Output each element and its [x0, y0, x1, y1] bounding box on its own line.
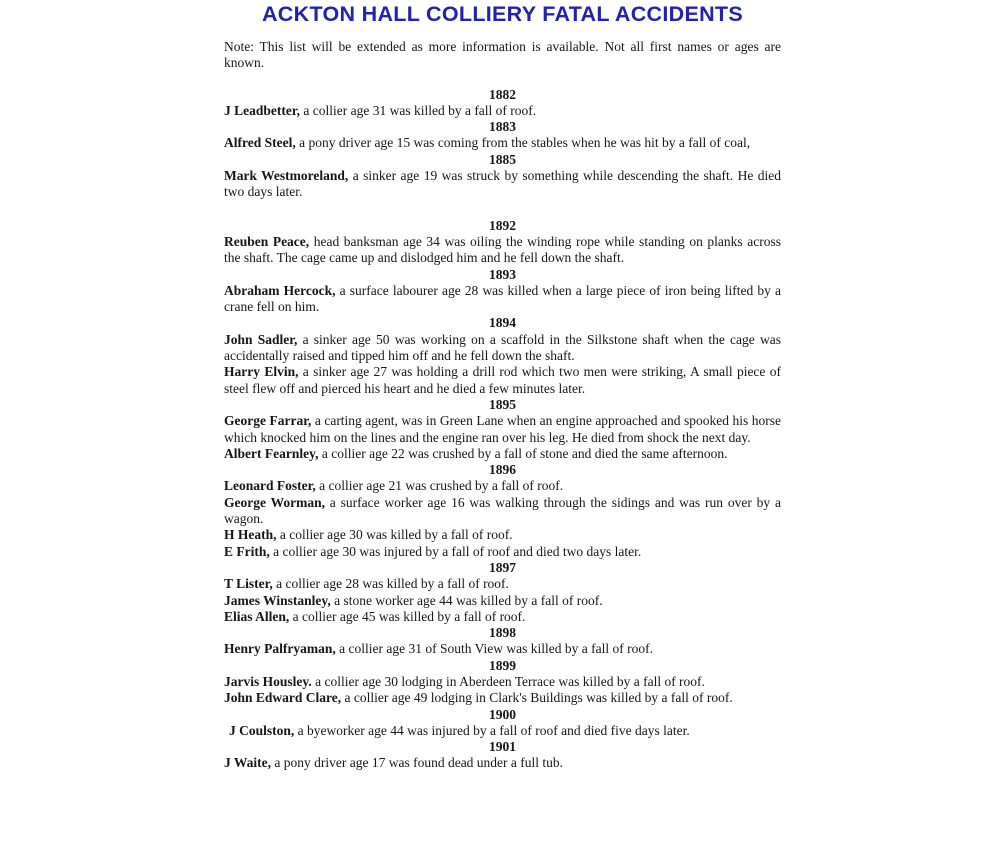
year-heading: 1883 — [489, 119, 516, 135]
accident-entry — [224, 576, 781, 592]
page-title: ACKTON HALL COLLIERY FATAL ACCIDENTS — [261, 2, 744, 26]
document-page — [224, 0, 781, 772]
victim-name: H Heath, — [224, 527, 277, 543]
accident-entry — [224, 234, 781, 267]
victim-name: James Winstanley, — [224, 592, 331, 608]
accident-entry — [224, 478, 781, 494]
accident-entry — [224, 690, 781, 706]
year-heading: 1882 — [489, 86, 516, 102]
year-heading: 1892 — [489, 217, 516, 233]
accident-entry — [224, 674, 781, 690]
entry-text: a sinker age 50 was working on a scaffold in the Silkstone shaft when the cage was accidentally raised and tipped him off and he fell down the shaft. — [224, 331, 781, 364]
entry-text: a collier age 30 was injured by a fall of roof and died two days later. — [269, 543, 642, 559]
victim-name: Jarvis Housley. — [224, 673, 312, 689]
victim-name: George Farrar, — [224, 413, 312, 429]
accident-entry — [224, 413, 781, 446]
victim-name: Harry Elvin, — [224, 364, 299, 380]
entry-text: a pony driver age 15 was coming from the stables when he was hit by a fall of coal, — [295, 135, 751, 151]
note-paragraph: Note: This list will be extended as more information is available. Not all first names or ages are known. — [224, 39, 781, 71]
entry-text: a collier age 30 lodging in Aberdeen Terrace was killed by a fall of roof. — [311, 673, 705, 689]
victim-name: John Edward Clare, — [224, 690, 342, 706]
victim-name: Albert Fearnley, — [224, 445, 319, 461]
entry-text: a collier age 31 of South View was killed by a fall of roof. — [335, 641, 653, 657]
year-heading: 1896 — [489, 462, 516, 478]
victim-name: Leonard Foster, — [224, 478, 316, 494]
victim-name: J Coulston, — [229, 722, 295, 738]
accidents-list — [224, 87, 781, 772]
entry-text: a collier age 28 was killed by a fall of roof. — [272, 576, 509, 592]
accident-entry — [224, 135, 781, 151]
year-heading: 1895 — [489, 396, 516, 412]
accident-entry — [224, 168, 781, 201]
entry-text: a surface labourer age 28 was killed when a large piece of iron being lifted by a crane fell on him. — [224, 282, 781, 315]
entry-text: a stone worker age 44 was killed by a fall of roof. — [330, 592, 603, 608]
entry-text: a collier age 31 was killed by a fall of roof. — [300, 102, 537, 118]
accident-entry — [224, 544, 781, 560]
year-heading: 1894 — [489, 315, 516, 331]
year-heading: 1897 — [489, 559, 516, 575]
victim-name: Reuben Peace, — [224, 233, 310, 249]
year-heading: 1900 — [489, 706, 516, 722]
entry-text: a collier age 30 was killed by a fall of roof. — [276, 527, 513, 543]
entry-text: a surface worker age 16 was walking through the sidings and was run over by a wagon. — [224, 494, 781, 527]
entry-text: a collier age 21 was crushed by a fall of roof. — [315, 478, 564, 494]
entry-text: a byeworker age 44 was injured by a fall of roof and died five days later. — [294, 722, 690, 738]
year-heading: 1898 — [489, 625, 516, 641]
year-heading: 1899 — [489, 657, 516, 673]
victim-name: Elias Allen, — [224, 608, 290, 624]
victim-name: John Sadler, — [224, 331, 298, 347]
entry-text: a carting agent, was in Green Lane when an engine approached and spooked his horse which knocked him on the lines and the engine ran over his leg. He died from shock the next day. — [224, 413, 782, 445]
accident-entry — [224, 495, 781, 528]
accident-entry — [224, 641, 781, 657]
entry-text: a collier age 22 was crushed by a fall of stone and died the same afternoon. — [318, 445, 728, 461]
accident-entry — [224, 103, 781, 119]
victim-name: George Worman, — [224, 494, 325, 510]
victim-name: Henry Palfryaman, — [224, 641, 336, 657]
accident-entry — [224, 332, 781, 365]
entry-text: a collier age 49 lodging in Clark's Buildings was killed by a fall of roof. — [341, 690, 733, 706]
accident-entry — [224, 755, 781, 771]
accident-entry — [224, 593, 781, 609]
accident-entry — [224, 283, 781, 316]
victim-name: T Lister, — [224, 576, 273, 592]
accident-entry — [224, 723, 781, 739]
year-heading: 1901 — [489, 739, 516, 755]
entry-text: head banksman age 34 was oiling the winding rope while standing on planks across the shaft. The cage came up and dislodged him and he fell down the shaft. — [224, 233, 781, 266]
accident-entry — [224, 527, 781, 543]
entry-text: a sinker age 19 was struck by something while descending the shaft. He died two days later. — [224, 168, 781, 200]
accident-entry — [224, 446, 781, 462]
entry-text: a collier age 45 was killed by a fall of roof. — [289, 608, 526, 624]
victim-name: E Frith, — [224, 543, 270, 559]
victim-name: J Waite, — [224, 755, 271, 771]
entry-text: a pony driver age 17 was found dead under a full tub. — [271, 755, 564, 771]
accident-entry — [224, 609, 781, 625]
entry-text: a sinker age 27 was holding a drill rod which two men were striking, A small piece of steel flew off and pierced his heart and he died a few minutes later. — [224, 364, 781, 396]
victim-name: Alfred Steel, — [224, 135, 296, 151]
victim-name: Abraham Hercock, — [224, 282, 336, 298]
victim-name: J Leadbetter, — [224, 102, 300, 118]
year-heading: 1885 — [489, 151, 516, 167]
accident-entry — [224, 364, 781, 397]
victim-name: Mark Westmoreland, — [224, 168, 349, 184]
year-heading: 1893 — [489, 266, 516, 282]
